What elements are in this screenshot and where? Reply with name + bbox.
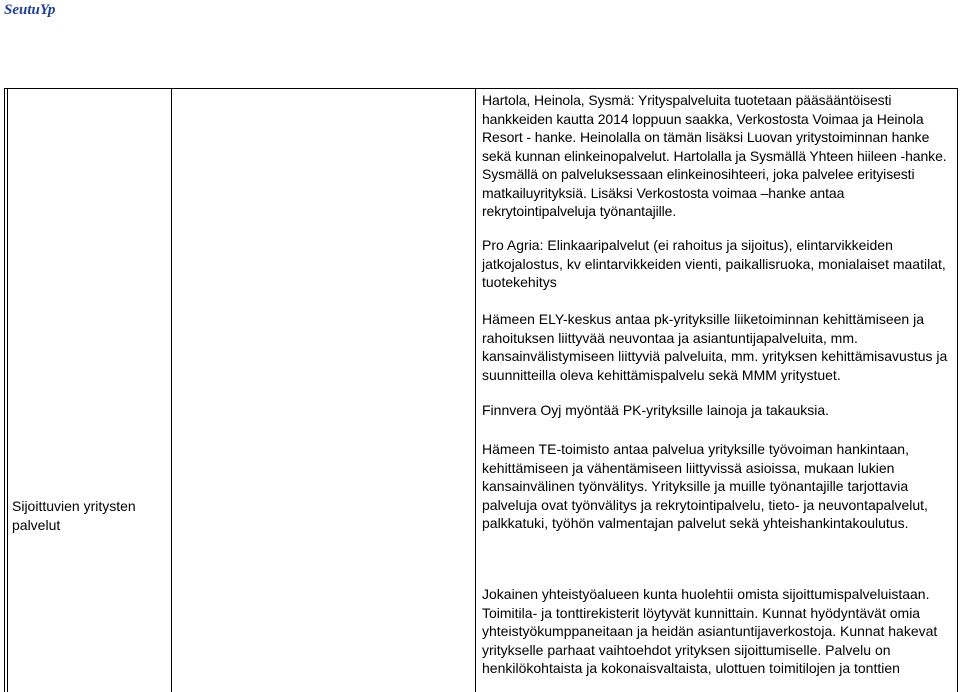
row-label: Sijoittuvien yritysten palvelut xyxy=(12,498,136,533)
table-border-left-inner xyxy=(7,88,8,692)
table-column-divider xyxy=(171,88,172,692)
paragraph-finnvera: Finnvera Oyj myöntää PK-yrityksille lainoja ja takauksia. xyxy=(482,402,830,418)
table-column-divider-inner xyxy=(475,88,476,692)
table-border-right xyxy=(957,88,958,692)
table-border-top xyxy=(4,88,958,89)
table-border-left xyxy=(4,88,5,692)
brand-logo: SeutuYp xyxy=(4,2,56,18)
paragraph-hartola-heinola-sysma: Hartola, Heinola, Sysmä: Yrityspalveluita tuotetaan pääsääntöisesti hankkeiden kautta 2014 loppuun saakka, Verkostosta Voimaa ja Heinola Resort - hanke. Heinolalla on tämän lisäksi Luovan yritystoiminnan hanke sekä kunnan elinkeinopalvelut. Hartolalla ja Sysmällä Yhteen hiileen -hanke. Sysmällä on palveluksessaan elinkeinosihteeri, joka palvelee erityisesti matkailuyrityksiä. Lisäksi Verkostosta voimaa –hanke antaa rekrytointipalveluja työnantajille. xyxy=(482,92,947,219)
paragraph-pro-agria: Pro Agria: Elinkaaripalvelut (ei rahoitus ja sijoitus), elintarvikkeiden jatkojalostus, kv elintarvikkeiden vienti, paikallisruoka, monialaiset maatilat, tuotekehitys xyxy=(482,237,946,290)
paragraph-kunnat: Jokainen yhteistyöalueen kunta huolehtii omista sijoittumispalveluistaan. Toimitila- ja tonttirekisterit löytyvät kunnittain. Kunnat hyödyntävät omia yhteistyökumppaneitaan ja heidän asiantuntijaverkostoja. Kunnat hakevat yritykselle parhaat vaihtoehdot yrityksen sijoittumiselle. Palvelu on henkilökohtaista ja kokonaisvaltaista, ulottuen toimitilojen ja tonttien xyxy=(482,586,938,676)
paragraph-hameen-te-toimisto: Hämeen TE-toimisto antaa palvelua yrityksille työvoiman hankintaan, kehittämiseen ja vähentämiseen liittyvissä asioissa, mukaan lukien kansainvälinen työnvälitys. Yrityksille ja muille työnantajille tarjottavia palveluja ovat työnvälitys ja rekrytointipalvelu, tieto- ja neuvontapalvelut, palkkatuki, työhön valmentajan palvelut sekä yhteishankintakoulutus. xyxy=(482,441,928,531)
paragraph-hameen-ely-keskus: Hämeen ELY-keskus antaa pk-yrityksille liiketoiminnan kehittämiseen ja rahoituksen liittyvää neuvontaa ja asiantuntijapalveluita, mm. kansainvälistymiseen liittyviä palveluita, mm. yrityksen kehittämisavustus ja suunnitteilla oleva kehittämispalvelu sekä MMM yritystuet. xyxy=(482,311,948,383)
